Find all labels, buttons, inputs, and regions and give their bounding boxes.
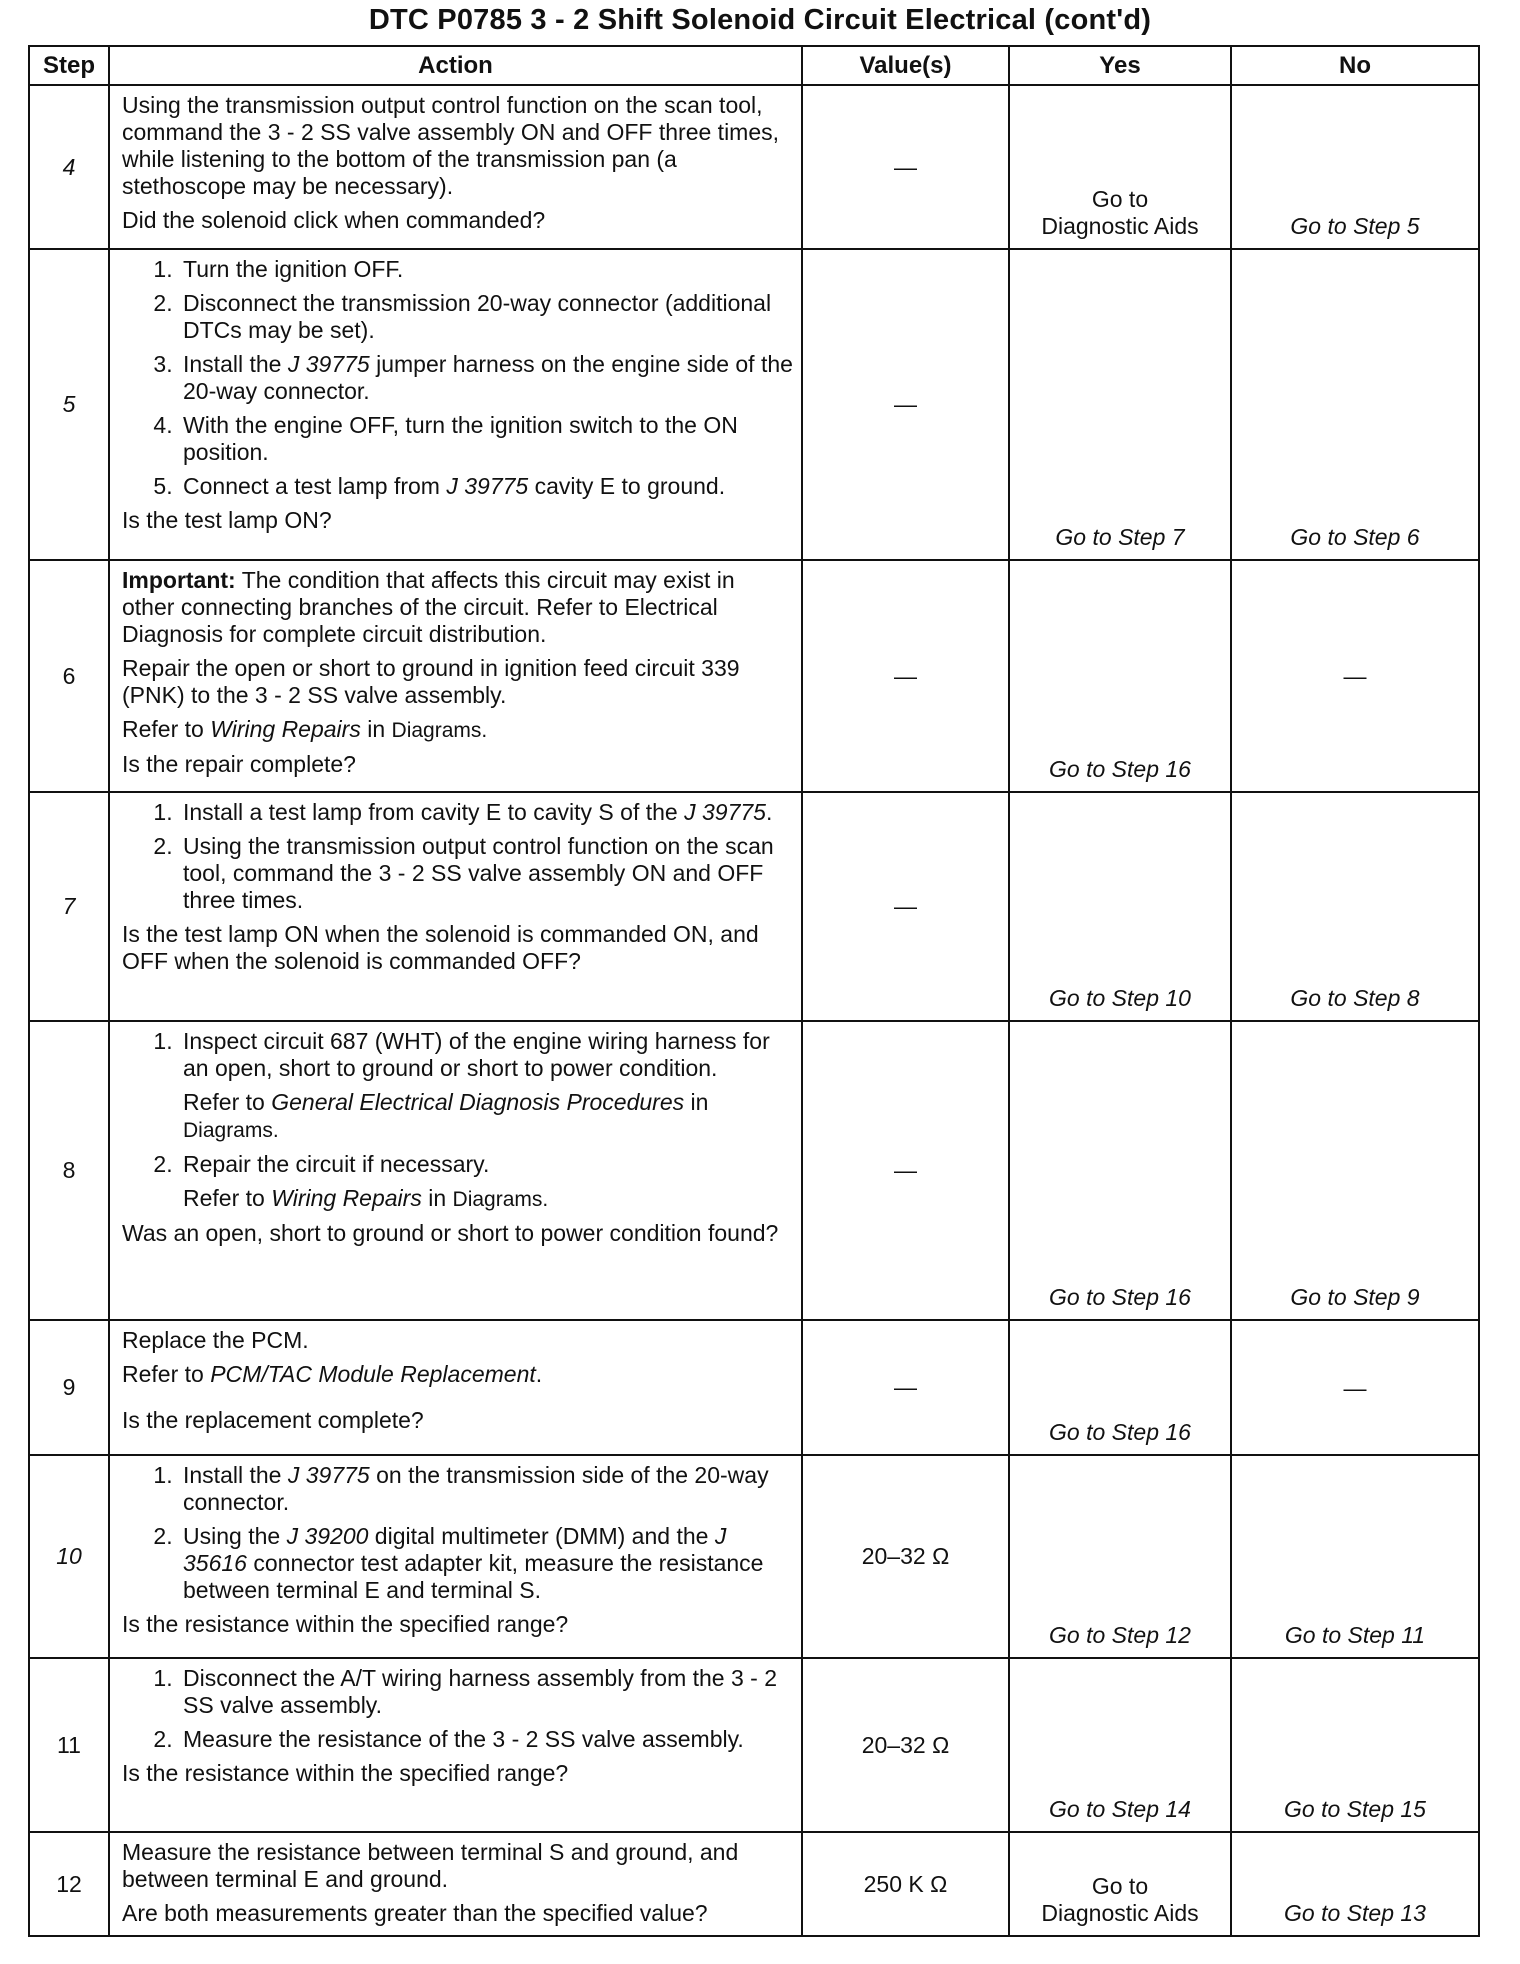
table-row-step-9 <box>29 1320 1479 1455</box>
refer-text: Refer to General Electrical Diagnosis Procedures in Diagrams. <box>183 1089 709 1142</box>
action-question: Are both measurements greater than the specified value? <box>122 1900 708 1926</box>
action-step: 5. Connect a test lamp from J 39775 cavity E to ground. <box>179 473 793 500</box>
step-number: 12 <box>29 1832 109 1936</box>
important-note: Important: The condition that affects this circuit may exist in other connecting branches of the circuit. Refer to Electrical Diagnosis for complete circuit distribution. <box>122 567 735 647</box>
action-step: 2. Measure the resistance of the 3 - 2 SS valve assembly. <box>179 1726 793 1753</box>
action-step: 1. Disconnect the A/T wiring harness assembly from the 3 - 2 SS valve assembly. <box>179 1665 793 1719</box>
yes-cell: Go to Diagnostic Aids <box>1009 1832 1231 1936</box>
action-cell <box>109 249 802 560</box>
no-cell: Go to Step 5 <box>1231 85 1479 249</box>
action-steps <box>122 1462 793 1604</box>
value-cell: — <box>802 85 1009 249</box>
table-row-step-8 <box>29 1021 1479 1320</box>
table-row-step-12 <box>29 1832 1479 1936</box>
step-number: 7 <box>29 792 109 1021</box>
step-number: 4 <box>29 85 109 249</box>
action-step: 1. Turn the ignition OFF. <box>179 256 793 283</box>
action-cell <box>109 1832 802 1936</box>
no-cell: — <box>1231 560 1479 792</box>
step-number: 11 <box>29 1658 109 1832</box>
action-steps <box>122 1028 793 1213</box>
diagnostic-table <box>28 45 1480 1937</box>
no-cell: Go to Step 8 <box>1231 792 1479 1021</box>
table-row-step-10 <box>29 1455 1479 1658</box>
action-question: Is the resistance within the specified range? <box>122 1760 569 1786</box>
action-question: Did the solenoid click when commanded? <box>122 207 546 233</box>
action-cell <box>109 560 802 792</box>
repair-text: Repair the open or short to ground in ignition feed circuit 339 (PNK) to the 3 - 2 SS valve assembly. <box>122 655 740 708</box>
page-title: DTC P0785 3 - 2 Shift Solenoid Circuit Electrical (cont'd) <box>368 4 1152 36</box>
value-cell: 20–32 Ω <box>802 1658 1009 1832</box>
refer-text: Refer to PCM/TAC Module Replacement. <box>122 1361 543 1387</box>
header-step: Step <box>29 46 109 85</box>
yes-cell: Go to Step 16 <box>1009 560 1231 792</box>
action-cell <box>109 1455 802 1658</box>
table-row-step-6 <box>29 560 1479 792</box>
no-cell: Go to Step 15 <box>1231 1658 1479 1832</box>
table-row-step-7 <box>29 792 1479 1021</box>
action-cell <box>109 85 802 249</box>
refer-text: Refer to Wiring Repairs in Diagrams. <box>122 716 488 742</box>
action-cell <box>109 1021 802 1320</box>
step-number: 9 <box>29 1320 109 1455</box>
value-cell: — <box>802 1320 1009 1455</box>
yes-cell: Go to Step 16 <box>1009 1021 1231 1320</box>
value-cell: 20–32 Ω <box>802 1455 1009 1658</box>
value-cell: — <box>802 792 1009 1021</box>
header-row <box>29 46 1479 85</box>
action-question: Is the test lamp ON when the solenoid is commanded ON, and OFF when the solenoid is commanded OFF? <box>122 921 759 974</box>
step-number: 6 <box>29 560 109 792</box>
action-steps <box>122 799 793 914</box>
action-step: 1. Install a test lamp from cavity E to cavity S of the J 39775. <box>179 799 793 826</box>
table-row-step-4 <box>29 85 1479 249</box>
value-cell: — <box>802 560 1009 792</box>
step-number: 5 <box>29 249 109 560</box>
no-cell: — <box>1231 1320 1479 1455</box>
action-step: 2. Repair the circuit if necessary. Refer to Wiring Repairs in Diagrams. <box>179 1151 793 1213</box>
action-step: 2. Using the J 39200 digital multimeter (DMM) and the J 35616 connector test adapter kit, measure the resistance between terminal E and terminal S. <box>179 1523 793 1604</box>
yes-cell: Go to Step 14 <box>1009 1658 1231 1832</box>
action-cell <box>109 1658 802 1832</box>
action-question: Is the repair complete? <box>122 751 356 777</box>
action-text: Using the transmission output control function on the scan tool, command the 3 - 2 SS valve assembly ON and OFF three times, while listening to the bottom of the transmission pan (a stethoscope may be necessary). <box>122 92 780 199</box>
action-question: Is the resistance within the specified range? <box>122 1611 569 1637</box>
action-step: 1. Inspect circuit 687 (WHT) of the engine wiring harness for an open, short to ground or short to power condition. Refer to General Electrical Diagnosis Procedures in Diagrams. <box>179 1028 793 1144</box>
no-cell: Go to Step 13 <box>1231 1832 1479 1936</box>
header-yes: Yes <box>1009 46 1231 85</box>
action-step: 1. Install the J 39775 on the transmission side of the 20-way connector. <box>179 1462 793 1516</box>
action-cell <box>109 792 802 1021</box>
action-step: 4. With the engine OFF, turn the ignition switch to the ON position. <box>179 412 793 466</box>
yes-cell: Go to Diagnostic Aids <box>1009 85 1231 249</box>
yes-cell: Go to Step 7 <box>1009 249 1231 560</box>
action-step: 2. Using the transmission output control function on the scan tool, command the 3 - 2 SS valve assembly ON and OFF three times. <box>179 833 793 914</box>
yes-cell: Go to Step 12 <box>1009 1455 1231 1658</box>
action-text: Replace the PCM. <box>122 1327 309 1353</box>
action-steps <box>122 256 793 500</box>
no-cell: Go to Step 9 <box>1231 1021 1479 1320</box>
action-question: Is the replacement complete? <box>122 1407 424 1433</box>
table-row-step-5 <box>29 249 1479 560</box>
no-cell: Go to Step 11 <box>1231 1455 1479 1658</box>
value-cell: 250 K Ω <box>802 1832 1009 1936</box>
header-values: Value(s) <box>802 46 1009 85</box>
action-step: 2. Disconnect the transmission 20-way connector (additional DTCs may be set). <box>179 290 793 344</box>
yes-cell: Go to Step 16 <box>1009 1320 1231 1455</box>
action-step: 3. Install the J 39775 jumper harness on the engine side of the 20-way connector. <box>179 351 793 405</box>
action-steps <box>122 1665 793 1753</box>
step-number: 10 <box>29 1455 109 1658</box>
yes-cell: Go to Step 10 <box>1009 792 1231 1021</box>
no-cell: Go to Step 6 <box>1231 249 1479 560</box>
action-question: Is the test lamp ON? <box>122 507 332 533</box>
action-text: Measure the resistance between terminal S and ground, and between terminal E and ground. <box>122 1839 739 1892</box>
value-cell: — <box>802 249 1009 560</box>
table-row-step-11 <box>29 1658 1479 1832</box>
step-number: 8 <box>29 1021 109 1320</box>
action-question: Was an open, short to ground or short to power condition found? <box>122 1220 779 1246</box>
header-action: Action <box>109 46 802 85</box>
value-cell: — <box>802 1021 1009 1320</box>
refer-text: Refer to Wiring Repairs in Diagrams. <box>183 1185 549 1211</box>
action-cell <box>109 1320 802 1455</box>
header-no: No <box>1231 46 1479 85</box>
